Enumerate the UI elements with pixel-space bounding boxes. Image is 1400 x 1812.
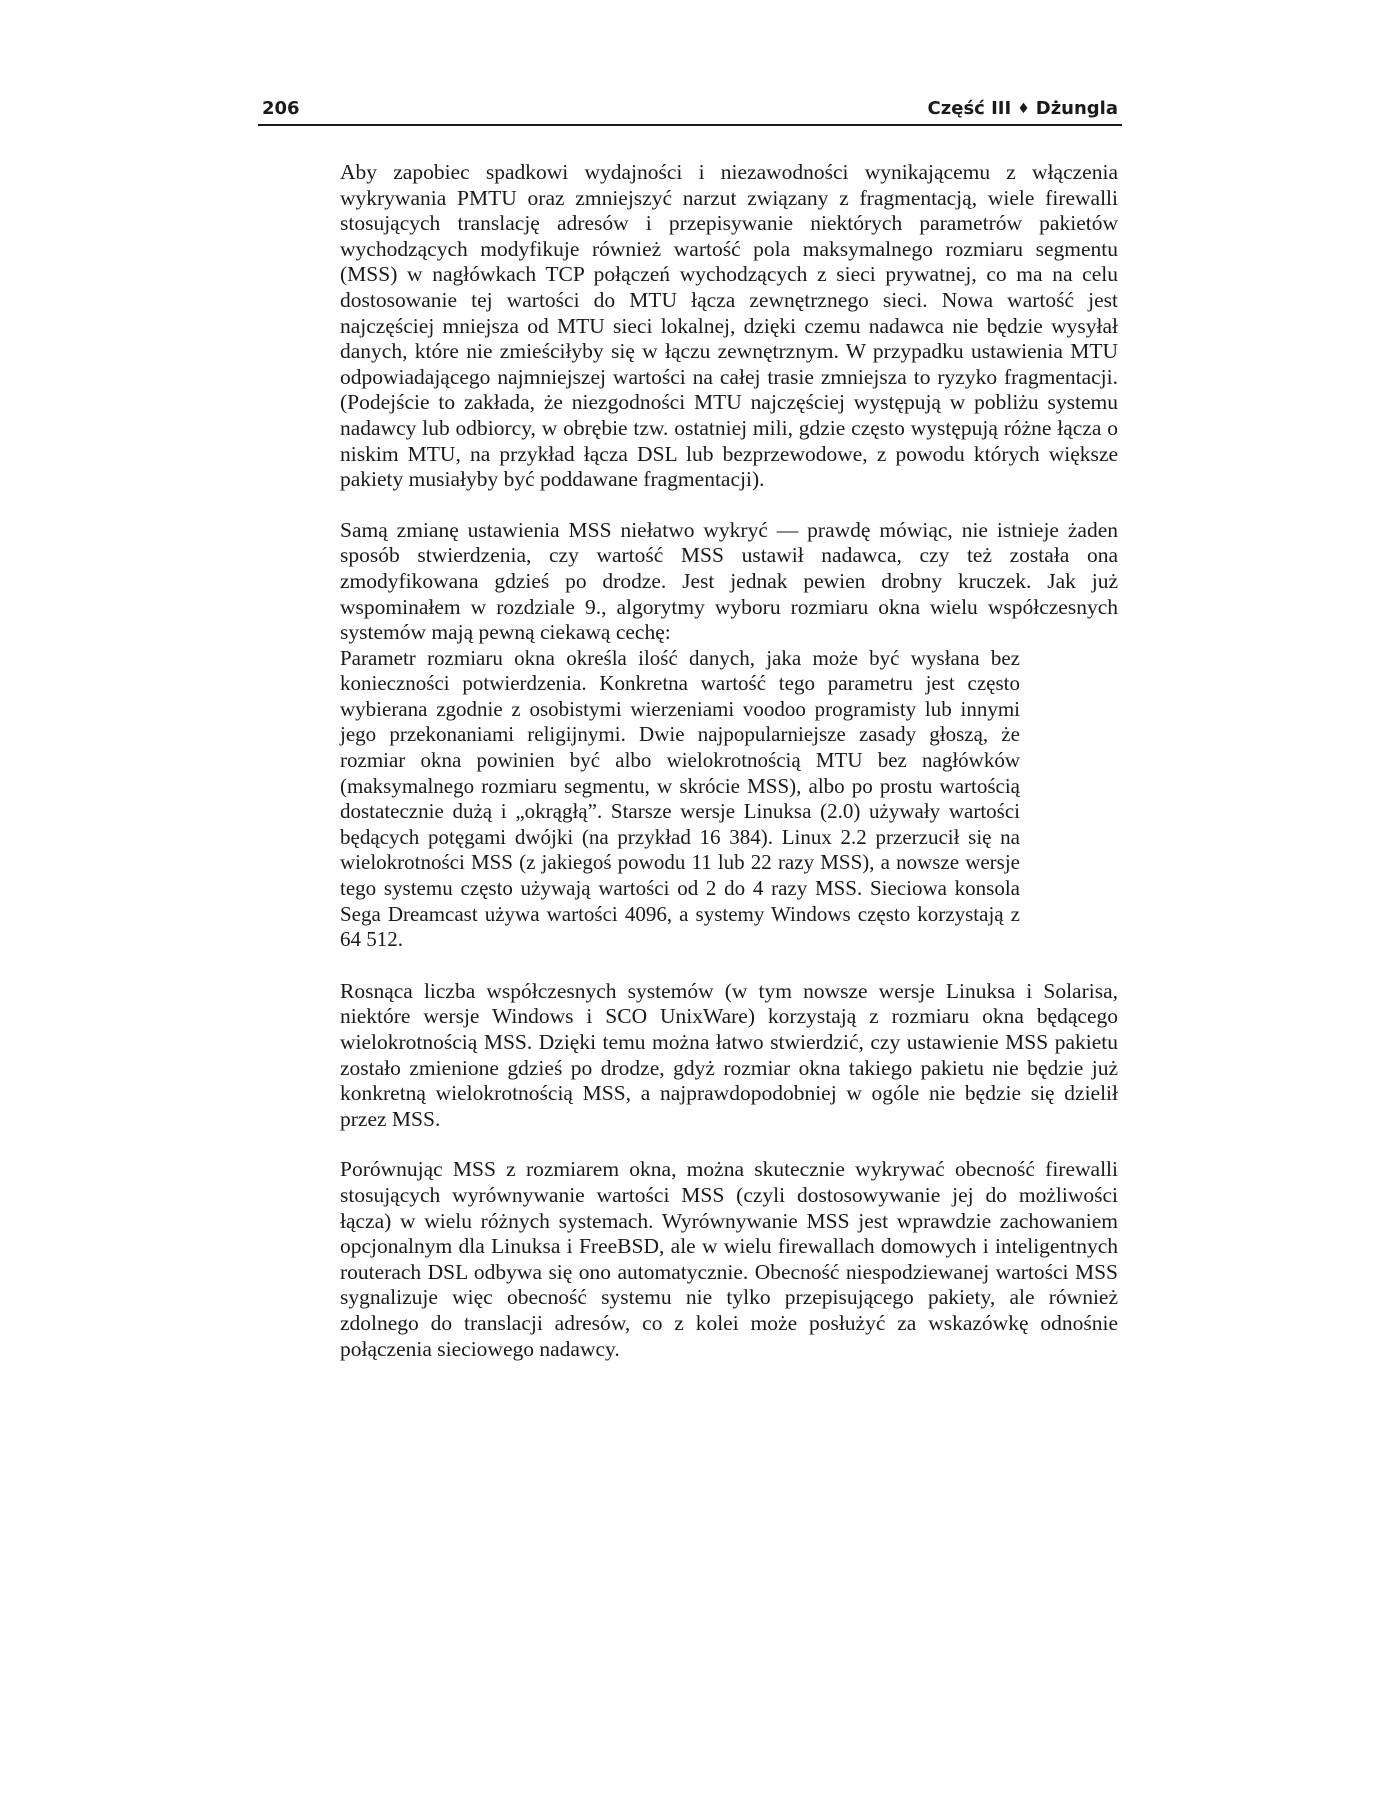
- chapter-title: Dżungla: [1035, 98, 1118, 119]
- header-rule: [258, 124, 1122, 126]
- paragraph: Samą zmianę ustawienia MSS niełatwo wykryć — prawdę mówiąc, nie istnieje żaden sposób stwierdzenia, czy wartość MSS ustawił nadawca, czy też została ona zmodyfikowana gdzieś po drodze. Jest jednak pewien drobny kruczek. Jak już wspominałem w rozdziale 9., algorytmy wyboru rozmiaru okna wielu współczesnych systemów mają pewną ciekawą cechę:: [340, 517, 1118, 645]
- body-text: [340, 160, 1118, 1362]
- running-head: [928, 98, 1118, 119]
- block-quote: Parametr rozmiaru okna określa ilość danych, jaka może być wysłana bez konieczności potwierdzenia. Konkretna wartość tego parametru jest często wybierana zgodnie z osobistymi wierzeniami voodoo programisty lub innymi jego przekonaniami religijnymi. Dwie najpopularniejsze zasady głoszą, że rozmiar okna powinien być albo wielokrotnością MTU bez nagłówków (maksymalnego rozmiaru segmentu, w skrócie MSS), albo po prostu wartością dostatecznie dużą i „okrągłą”. Starsze wersje Linuksa (2.0) używały wartości będących potęgami dwójki (na przykład 16 384). Linux 2.2 przerzucił się na wielokrotności MSS (z jakiegoś powodu 11 lub 22 razy MSS), a nowsze wersje tego systemu często używają wartości od 2 do 4 razy MSS. Sieciowa konsola Sega Dreamcast używa wartości 4096, a systemy Windows często korzystają z 64 512.: [340, 645, 1020, 952]
- paragraph: Aby zapobiec spadkowi wydajności i niezawodności wynikającemu z włączenia wykrywania PMTU oraz zmniejszyć narzut związany z fragmentacją, wiele firewalli stosujących translację adresów i przepisywanie niektórych parametrów pakietów wychodzących modyfikuje również wartość pola maksymalnego rozmiaru segmentu (MSS) w nagłówkach TCP połączeń wychodzących z sieci prywatnej, co ma na celu dostosowanie tej wartości do MTU łącza zewnętrznego sieci. Nowa wartość jest najczęściej mniejsza od MTU sieci lokalnej, dzięki czemu nadawca nie będzie wysyłał danych, które nie zmieściłyby się w łączu zewnętrznym. W przypadku ustawienia MTU odpowiadającego najmniejszej wartości na całej trasie zmniejsza to ryzyko fragmentacji. (Podejście to zakłada, że niezgodności MTU najczęściej występują w pobliżu systemu nadawcy lub odbiorcy, w obrębie tzw. ostatniej mili, gdzie często występują różne łącza o niskim MTU, na przykład łącza DSL lub bezprzewodowe, z powodu których większe pakiety musiałyby być poddawane fragmentacji).: [340, 160, 1118, 492]
- page-number: 206: [262, 98, 300, 119]
- paragraph: Porównując MSS z rozmiarem okna, można skutecznie wykrywać obecność firewalli stosujących wyrównywanie wartości MSS (czyli dostosowywanie jej do możliwości łącza) w wielu różnych systemach. Wyrównywanie MSS jest wprawdzie zachowaniem opcjonalnym dla Linuksa i FreeBSD, ale w wielu firewallach domowych i inteligentnych routerach DSL odbywa się ono automatycznie. Obecność niespodziewanej wartości MSS sygnalizuje więc obecność systemu nie tylko przepisującego pakiety, ale również zdolnego do translacji adresów, co z kolei może posłużyć za wskazówkę odnośnie połączenia sieciowego nadawcy.: [340, 1157, 1118, 1361]
- page-header: [258, 96, 1118, 126]
- paragraph: Rosnąca liczba współczesnych systemów (w tym nowsze wersje Linuksa i Solarisa, niektóre wersje Windows i SCO UnixWare) korzystają z rozmiaru okna będącego wielokrotnością MSS. Dzięki temu można łatwo stwierdzić, czy ustawienie MSS pakietu zostało zmienione gdzieś po drodze, gdyż rozmiar okna takiego pakietu nie będzie już konkretną wielokrotnością MSS, a najprawdopodobniej w ogóle nie będzie się dzielił przez MSS.: [340, 978, 1118, 1131]
- diamond-separator-icon: ♦: [1017, 101, 1030, 117]
- part-title: Część III: [927, 98, 1012, 119]
